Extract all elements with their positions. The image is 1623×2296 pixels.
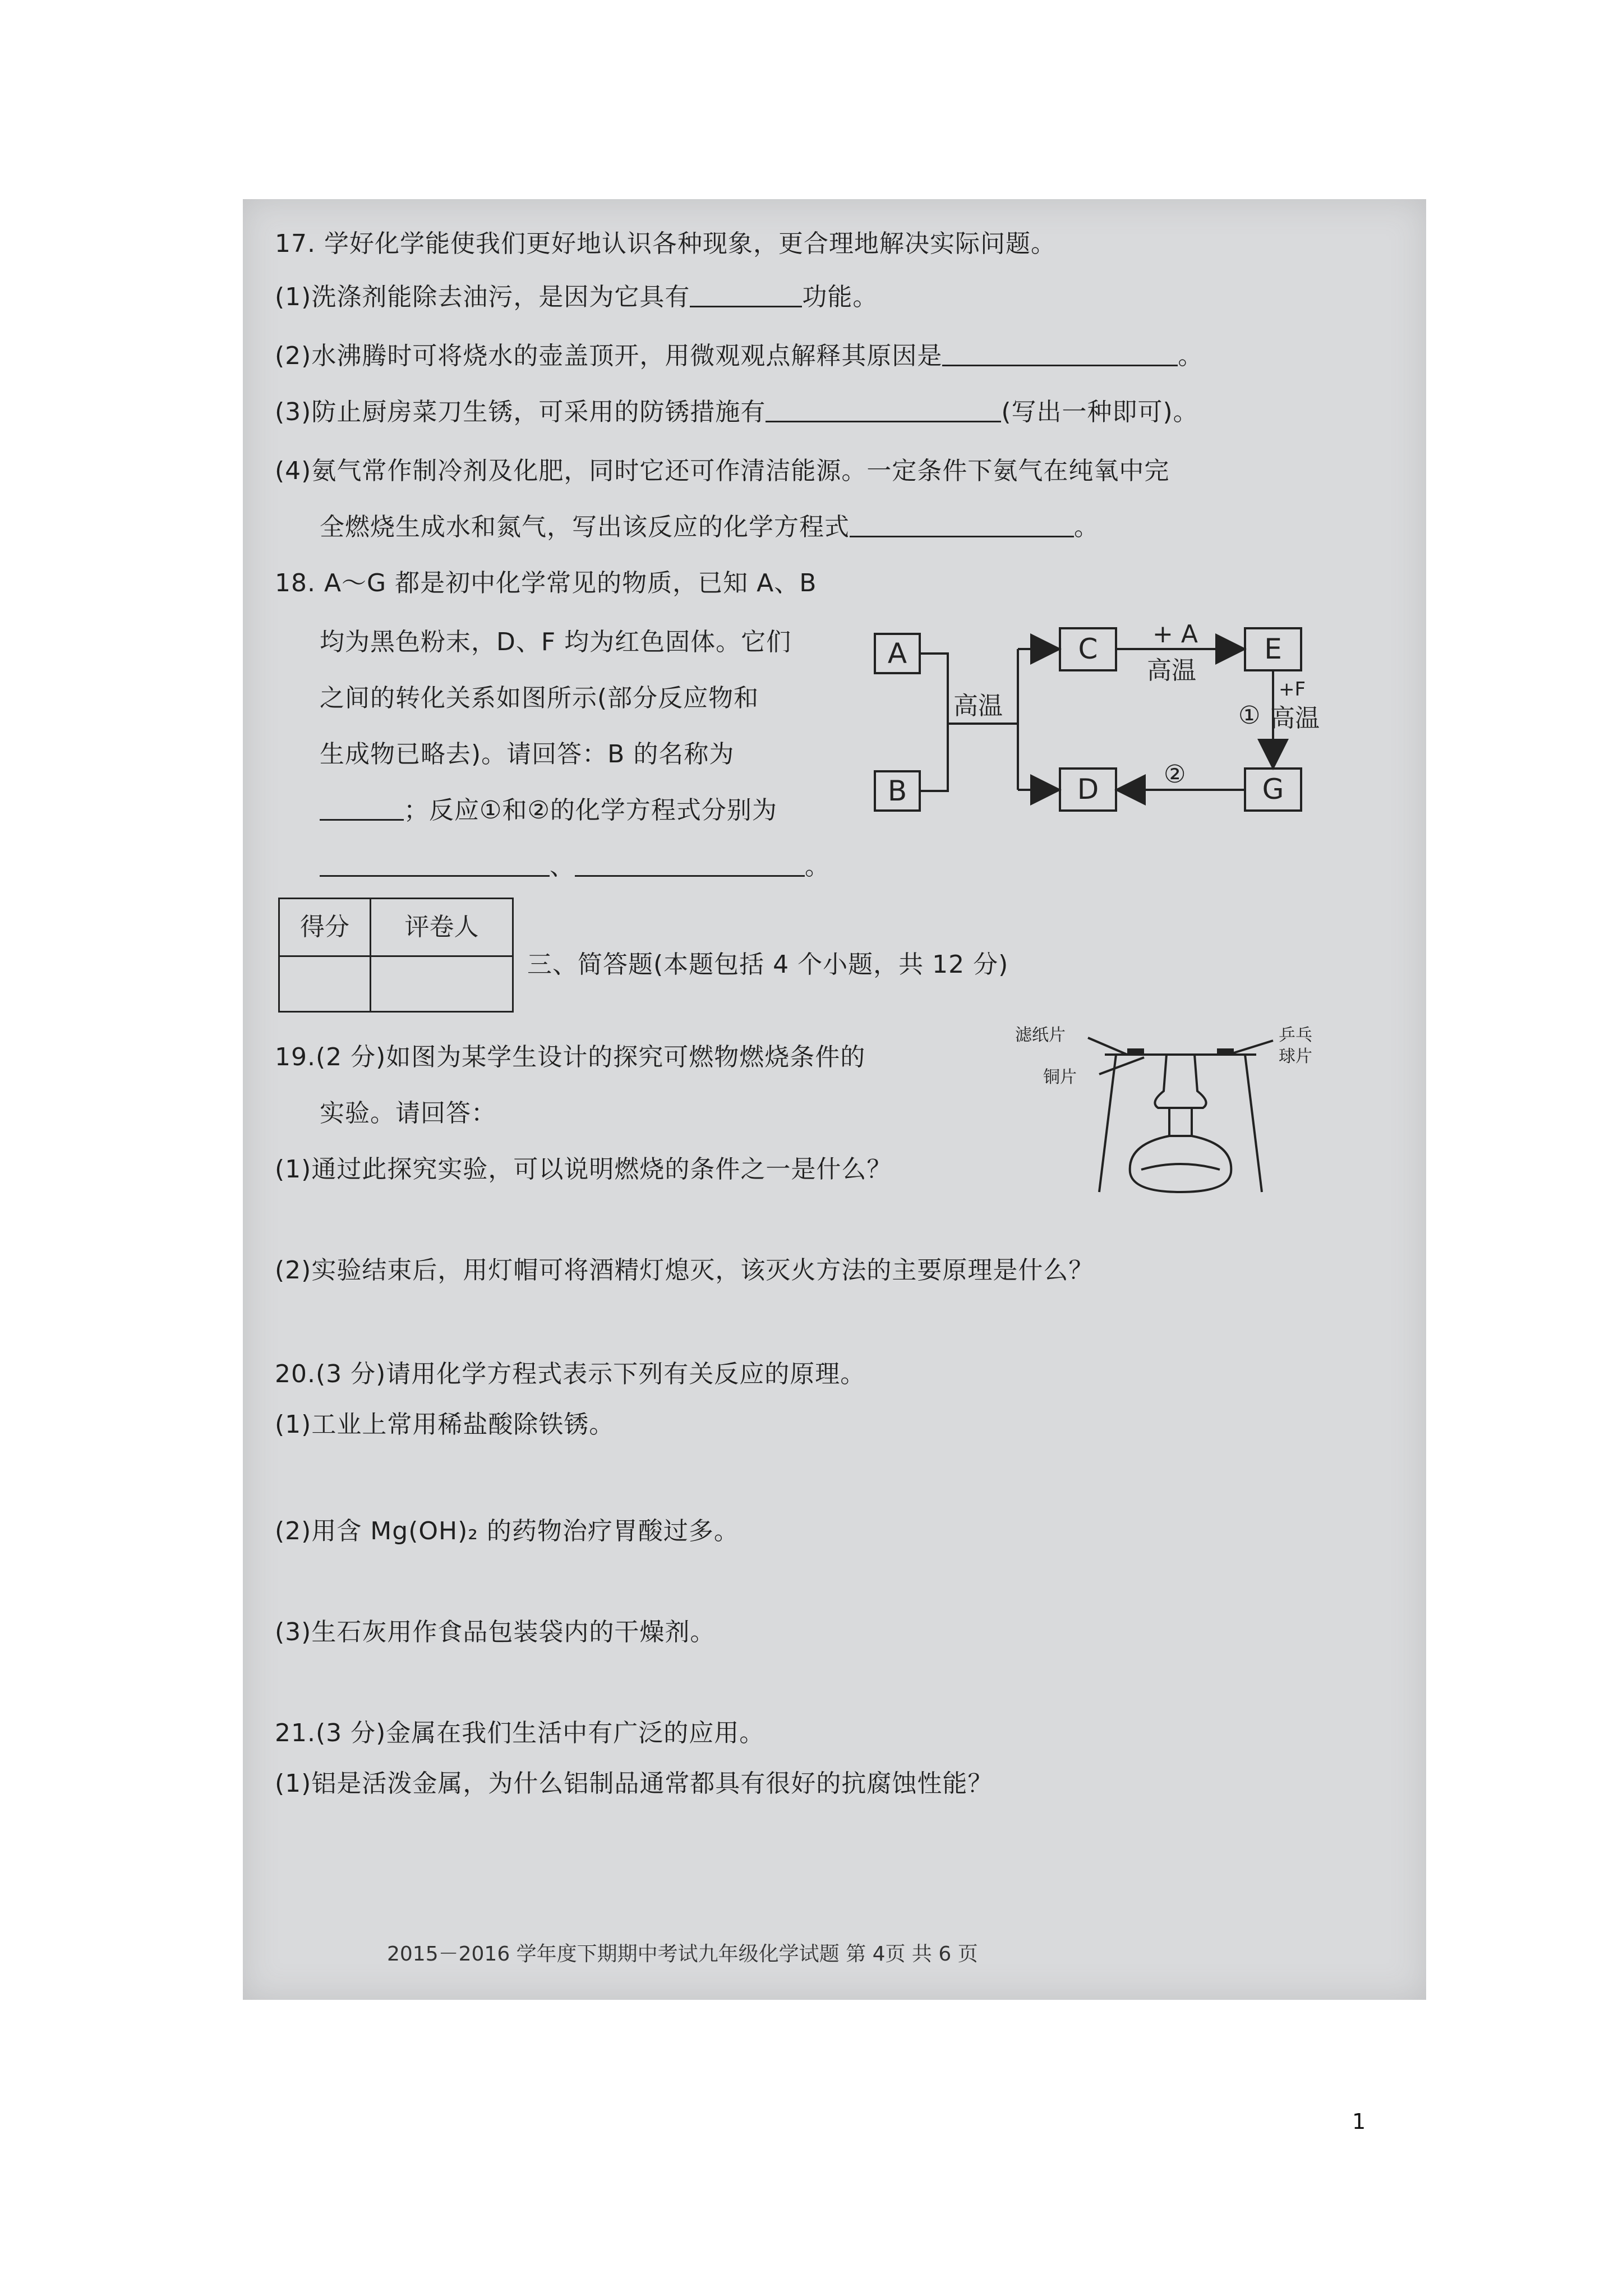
answer-blank[interactable] xyxy=(690,282,802,307)
label-ping-pong-2: 球片 xyxy=(1279,1047,1312,1066)
q17-part4-line2 xyxy=(320,510,1099,544)
q18-line1: 18. A～G 都是初中化学常见的物质，已知 A、B xyxy=(275,569,817,597)
score-table xyxy=(278,898,514,1013)
q18-line5 xyxy=(320,794,777,827)
q20-part3: (3)生石灰用作食品包装袋内的干燥剂。 xyxy=(275,1618,716,1646)
box-b-label: B xyxy=(887,775,907,807)
q17-part1 xyxy=(275,280,878,314)
q18-line6 xyxy=(320,850,830,884)
lamp-flame xyxy=(1155,1055,1206,1108)
q21-stem: 21.(3 分)金属在我们生活中有广泛的应用。 xyxy=(275,1719,765,1747)
q17-part2-suffix: 。 xyxy=(1178,342,1204,370)
table-divider xyxy=(370,899,371,1011)
q17-part4-line1: (4)氨气常作制冷剂及化肥，同时它还可作清洁能源。一定条件下氨气在纯氧中完 xyxy=(275,457,1170,485)
section-3-heading: 三、简答题(本题包括 4 个小题，共 12 分) xyxy=(527,950,1009,979)
answer-blank[interactable] xyxy=(320,795,404,821)
q17-part2-text: (2)水沸腾时可将烧水的壶盖顶开，用微观观点解释其原因是 xyxy=(275,342,943,370)
condition-high-temp-2: 高温 xyxy=(1147,656,1196,685)
answer-blank[interactable] xyxy=(850,512,1074,537)
q19-apparatus-figure xyxy=(1015,1024,1340,1203)
q17-part2 xyxy=(275,339,1203,373)
box-d-label: D xyxy=(1077,773,1099,806)
lamp-wick-holder xyxy=(1169,1108,1192,1136)
answer-blank[interactable] xyxy=(575,852,805,877)
answer-blank[interactable] xyxy=(320,852,550,877)
filter-paper-piece xyxy=(1127,1048,1144,1054)
tripod-leg-left xyxy=(1099,1055,1116,1192)
q17-stem: 17. 学好化学能使我们更好地认识各种现象，更合理地解决实际问题。 xyxy=(275,229,1056,258)
q18-separator: 、 xyxy=(550,852,575,881)
q18-line2: 均为黑色粉末，D、F 均为红色固体。它们 xyxy=(320,628,792,656)
condition-high-temp-1: 高温 xyxy=(953,692,1003,720)
q17-part1-text: (1)洗涤剂能除去油污，是因为它具有 xyxy=(275,283,690,311)
score-header: 得分 xyxy=(280,899,370,957)
q19-line1: 19.(2 分)如图为某学生设计的探究可燃物燃烧条件的 xyxy=(275,1043,866,1071)
q20-stem: 20.(3 分)请用化学方程式表示下列有关反应的原理。 xyxy=(275,1360,866,1388)
q17-part4-text: 全燃烧生成水和氮气，写出该反应的化学方程式 xyxy=(320,513,850,541)
q18-transformation-diagram xyxy=(864,611,1357,836)
answer-blank[interactable] xyxy=(766,397,1001,422)
q21-part1: (1)铝是活泼金属，为什么铝制品通常都具有很好的抗腐蚀性能？ xyxy=(275,1769,993,1798)
q18-line3: 之间的转化关系如图所示(部分反应物和 xyxy=(320,684,759,712)
q19-part2: (2)实验结束后，用灯帽可将酒精灯熄灭，该灭火方法的主要原理是什么？ xyxy=(275,1256,1094,1285)
leader-line-1 xyxy=(1088,1038,1127,1055)
lamp-liquid xyxy=(1141,1164,1220,1170)
condition-high-temp-3: 高温 xyxy=(1270,704,1320,733)
q19-line2: 实验。请回答： xyxy=(320,1099,496,1128)
q20-part2: (2)用含 Mg(OH)₂ 的药物治疗胃酸过多。 xyxy=(275,1517,739,1545)
q17-part4-suffix: 。 xyxy=(1074,513,1099,541)
condition-plus-a: + A xyxy=(1152,620,1198,648)
reaction-1-marker: ① xyxy=(1238,701,1261,730)
label-filter-paper: 滤纸片 xyxy=(1015,1025,1066,1045)
box-e-label: E xyxy=(1264,633,1282,665)
q18-line5-text: ；反应①和②的化学方程式分别为 xyxy=(404,796,777,825)
q18-line4: 生成物已略去)。请回答：B 的名称为 xyxy=(320,740,735,769)
q19-part1: (1)通过此探究实验，可以说明燃烧的条件之一是什么？ xyxy=(275,1155,892,1184)
reaction-2-marker: ② xyxy=(1164,760,1186,789)
condition-plus-f: +F xyxy=(1279,678,1306,701)
ping-pong-piece xyxy=(1217,1048,1234,1054)
grader-header: 评卷人 xyxy=(371,899,512,957)
tripod-leg-right xyxy=(1245,1055,1262,1192)
q18-end: 。 xyxy=(805,852,830,881)
page-number: 1 xyxy=(1352,2109,1366,2134)
leader-line-3 xyxy=(1228,1041,1273,1055)
answer-blank[interactable] xyxy=(942,341,1178,366)
q17-part1-suffix: 功能。 xyxy=(802,283,878,311)
leader-line-2 xyxy=(1099,1057,1144,1074)
exam-footer: 2015－2016 学年度下期期中考试九年级化学试题 第 4页 共 6 页 xyxy=(387,1943,978,1966)
q20-part1: (1)工业上常用稀盐酸除铁锈。 xyxy=(275,1410,615,1439)
label-ping-pong-1: 乒乓 xyxy=(1279,1025,1312,1045)
q17-part3-text: (3)防止厨房菜刀生锈，可采用的防锈措施有 xyxy=(275,398,766,426)
box-c-label: C xyxy=(1078,633,1098,665)
box-g-label: G xyxy=(1262,773,1284,806)
q17-part3-suffix: (写出一种即可)。 xyxy=(1001,398,1198,426)
label-copper-plate: 铜片 xyxy=(1043,1068,1077,1087)
q17-part3 xyxy=(275,395,1198,429)
box-a-label: A xyxy=(887,637,907,670)
